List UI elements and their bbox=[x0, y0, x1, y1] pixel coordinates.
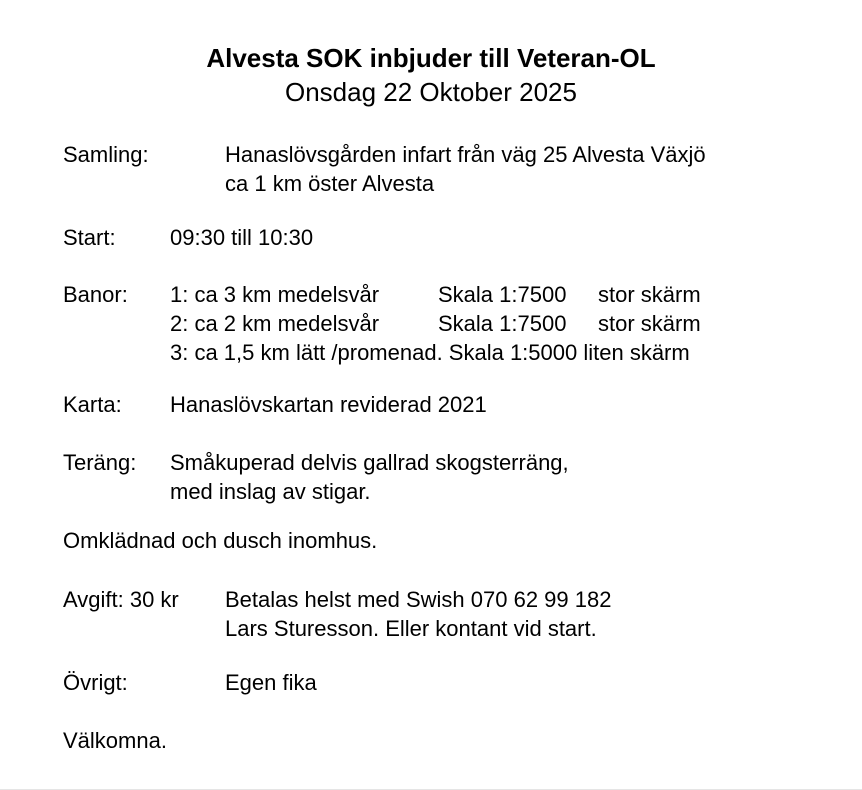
title-block bbox=[0, 41, 862, 109]
ovrigt-label: Övrigt: bbox=[63, 670, 128, 695]
karta-label: Karta: bbox=[63, 392, 122, 417]
section-terang bbox=[0, 448, 862, 506]
course-2-screen: stor skärm bbox=[598, 311, 701, 336]
start-label: Start: bbox=[63, 225, 116, 250]
course-row-3: 3: ca 1,5 km lätt /promenad. Skala 1:5000 liten skärm bbox=[170, 340, 690, 365]
samling-content bbox=[225, 140, 822, 198]
banor-content bbox=[170, 280, 822, 367]
section-samling bbox=[0, 140, 862, 198]
terang-line-1: Småkuperad delvis gallrad skogsterräng, bbox=[170, 450, 569, 475]
section-start bbox=[0, 223, 862, 252]
terang-label: Teräng: bbox=[63, 450, 137, 475]
ovrigt-value: Egen fika bbox=[225, 670, 317, 695]
avgift-label: Avgift: 30 kr bbox=[63, 587, 179, 612]
section-avgift bbox=[0, 585, 862, 643]
karta-value: Hanaslövskartan reviderad 2021 bbox=[170, 392, 487, 417]
course-1-screen: stor skärm bbox=[598, 282, 701, 307]
samling-line-2: ca 1 km öster Alvesta bbox=[225, 171, 435, 196]
samling-line-1: Hanaslövsgården infart från väg 25 Alvesta Växjö bbox=[225, 142, 706, 167]
course-2-scale: Skala 1:7500 bbox=[438, 311, 567, 336]
start-value: 09:30 till 10:30 bbox=[170, 225, 314, 250]
course-row-2 bbox=[170, 309, 822, 338]
avgift-line-1: Betalas helst med Swish 070 62 99 182 bbox=[225, 587, 612, 612]
section-ovrigt bbox=[0, 668, 862, 697]
course-1-desc: 1: ca 3 km medelsvår bbox=[170, 282, 380, 307]
section-karta bbox=[0, 390, 862, 419]
course-2-desc: 2: ca 2 km medelsvår bbox=[170, 311, 380, 336]
terang-content bbox=[170, 448, 822, 506]
course-1-scale: Skala 1:7500 bbox=[438, 282, 567, 307]
banor-label: Banor: bbox=[63, 282, 128, 307]
course-row-1 bbox=[170, 280, 822, 309]
valkomna-text: Välkomna. bbox=[63, 728, 167, 753]
terang-line-2: med inslag av stigar. bbox=[170, 479, 371, 504]
omkladnad-text: Omklädnad och dusch inomhus. bbox=[63, 528, 378, 553]
avgift-content bbox=[225, 585, 822, 643]
page-title: Alvesta SOK inbjuder till Veteran-OL bbox=[206, 43, 656, 73]
section-banor bbox=[0, 280, 862, 367]
avgift-line-2: Lars Sturesson. Eller kontant vid start. bbox=[225, 616, 597, 641]
samling-label: Samling: bbox=[63, 142, 149, 167]
page-subtitle: Onsdag 22 Oktober 2025 bbox=[285, 77, 577, 107]
